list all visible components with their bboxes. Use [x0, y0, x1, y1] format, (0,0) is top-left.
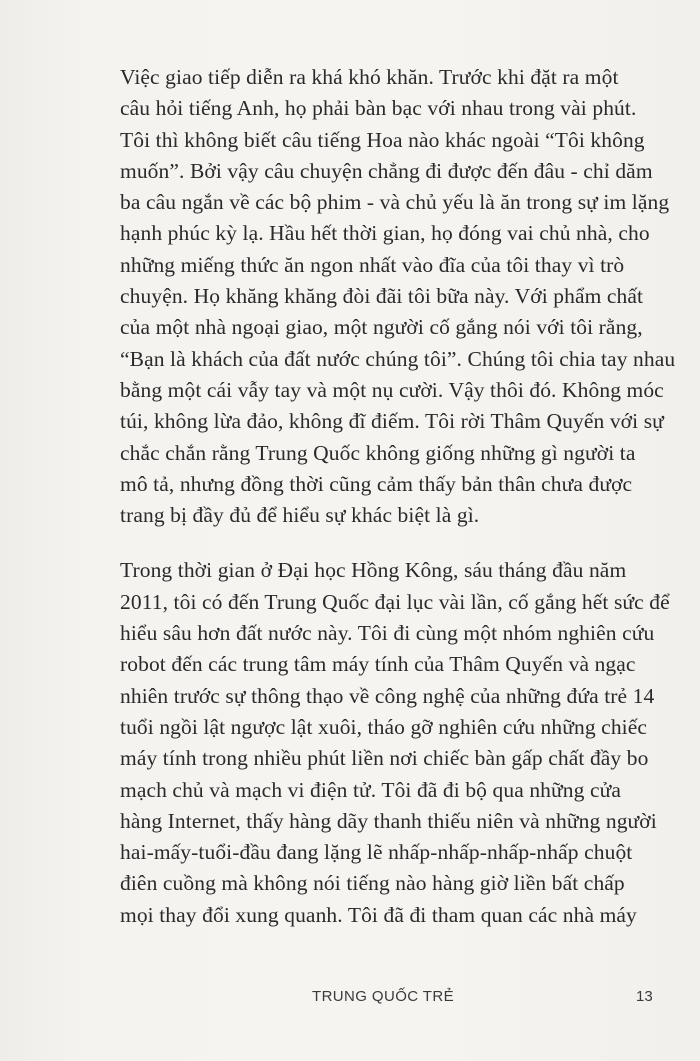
text-line: tuổi ngồi lật ngược lật xuôi, tháo gỡ nghiên cứu những chiếc	[120, 714, 648, 739]
text-line: hai-mấy-tuổi-đầu đang lặng lẽ nhấp-nhấp-nhấp-nhấp chuột	[120, 840, 633, 865]
paragraph-2	[120, 555, 685, 931]
text-line: túi, không lừa đảo, không đĩ điếm. Tôi rời Thâm Quyến với sự	[120, 409, 664, 434]
body-text	[120, 62, 685, 931]
running-title: TRUNG QUỐC TRẺ	[312, 988, 454, 1005]
text-line: mô tả, nhưng đồng thời cũng cảm thấy bản thân chưa được	[120, 471, 633, 496]
text-line: của một nhà ngoại giao, một người cố gắng nói với tôi rằng,	[120, 315, 643, 340]
text-line: “Bạn là khách của đất nước chúng tôi”. Chúng tôi chia tay nhau	[120, 346, 676, 371]
text-line: bằng một cái vẫy tay và một nụ cười. Vậy thôi đó. Không móc	[120, 377, 664, 402]
text-line: mạch chủ và mạch vi điện tử. Tôi đã đi bộ qua những cửa	[120, 777, 621, 802]
text-line: điên cuồng mà không nói tiếng nào hàng giờ liền bất chấp	[120, 871, 625, 896]
text-line: Tôi thì không biết câu tiếng Hoa nào khác ngoài “Tôi không	[120, 127, 645, 152]
text-line: nhiên trước sự thông thạo về công nghệ của những đứa trẻ 14	[120, 683, 655, 708]
text-line: chắc chắn rằng Trung Quốc không giống những gì người ta	[120, 440, 636, 465]
text-line: Trong thời gian ở Đại học Hồng Kông, sáu tháng đầu năm	[120, 558, 627, 583]
text-line: hàng Internet, thấy hàng dãy thanh thiếu niên và những người	[120, 808, 657, 833]
text-line: chuyện. Họ khăng khăng đòi đãi tôi bữa này. Với phẩm chất	[120, 284, 644, 309]
text-line: robot đến các trung tâm máy tính của Thâm Quyến và ngạc	[120, 652, 636, 677]
text-line: muốn”. Bởi vậy câu chuyện chẳng đi được đến đâu - chỉ dăm	[120, 158, 653, 183]
text-line: câu hỏi tiếng Anh, họ phải bàn bạc với nhau trong vài phút.	[120, 96, 637, 121]
text-line: máy tính trong nhiều phút liền nơi chiếc bàn gấp chất đầy bo	[120, 746, 649, 771]
text-line: Việc giao tiếp diễn ra khá khó khăn. Trước khi đặt ra một	[120, 65, 619, 89]
text-line: 2011, tôi có đến Trung Quốc đại lục vài lần, cố gắng hết sức để	[120, 589, 670, 614]
text-line: trang bị đầy đủ để hiểu sự khác biệt là gì.	[120, 503, 480, 528]
page-footer	[0, 988, 700, 1012]
page-number: 13	[636, 988, 653, 1005]
text-line: mọi thay đổi xung quanh. Tôi đã đi tham quan các nhà máy	[120, 902, 637, 927]
text-line: hiểu sâu hơn đất nước này. Tôi đi cùng một nhóm nghiên cứu	[120, 621, 655, 646]
paragraph-1	[120, 62, 685, 531]
text-line: những miếng thức ăn ngon nhất vào đĩa của tôi thay vì trò	[120, 252, 625, 277]
text-line: ba câu ngắn về các bộ phim - và chủ yếu là ăn trong sự im lặng	[120, 190, 670, 215]
text-line: hạnh phúc kỳ lạ. Hầu hết thời gian, họ đóng vai chủ nhà, cho	[120, 221, 650, 246]
